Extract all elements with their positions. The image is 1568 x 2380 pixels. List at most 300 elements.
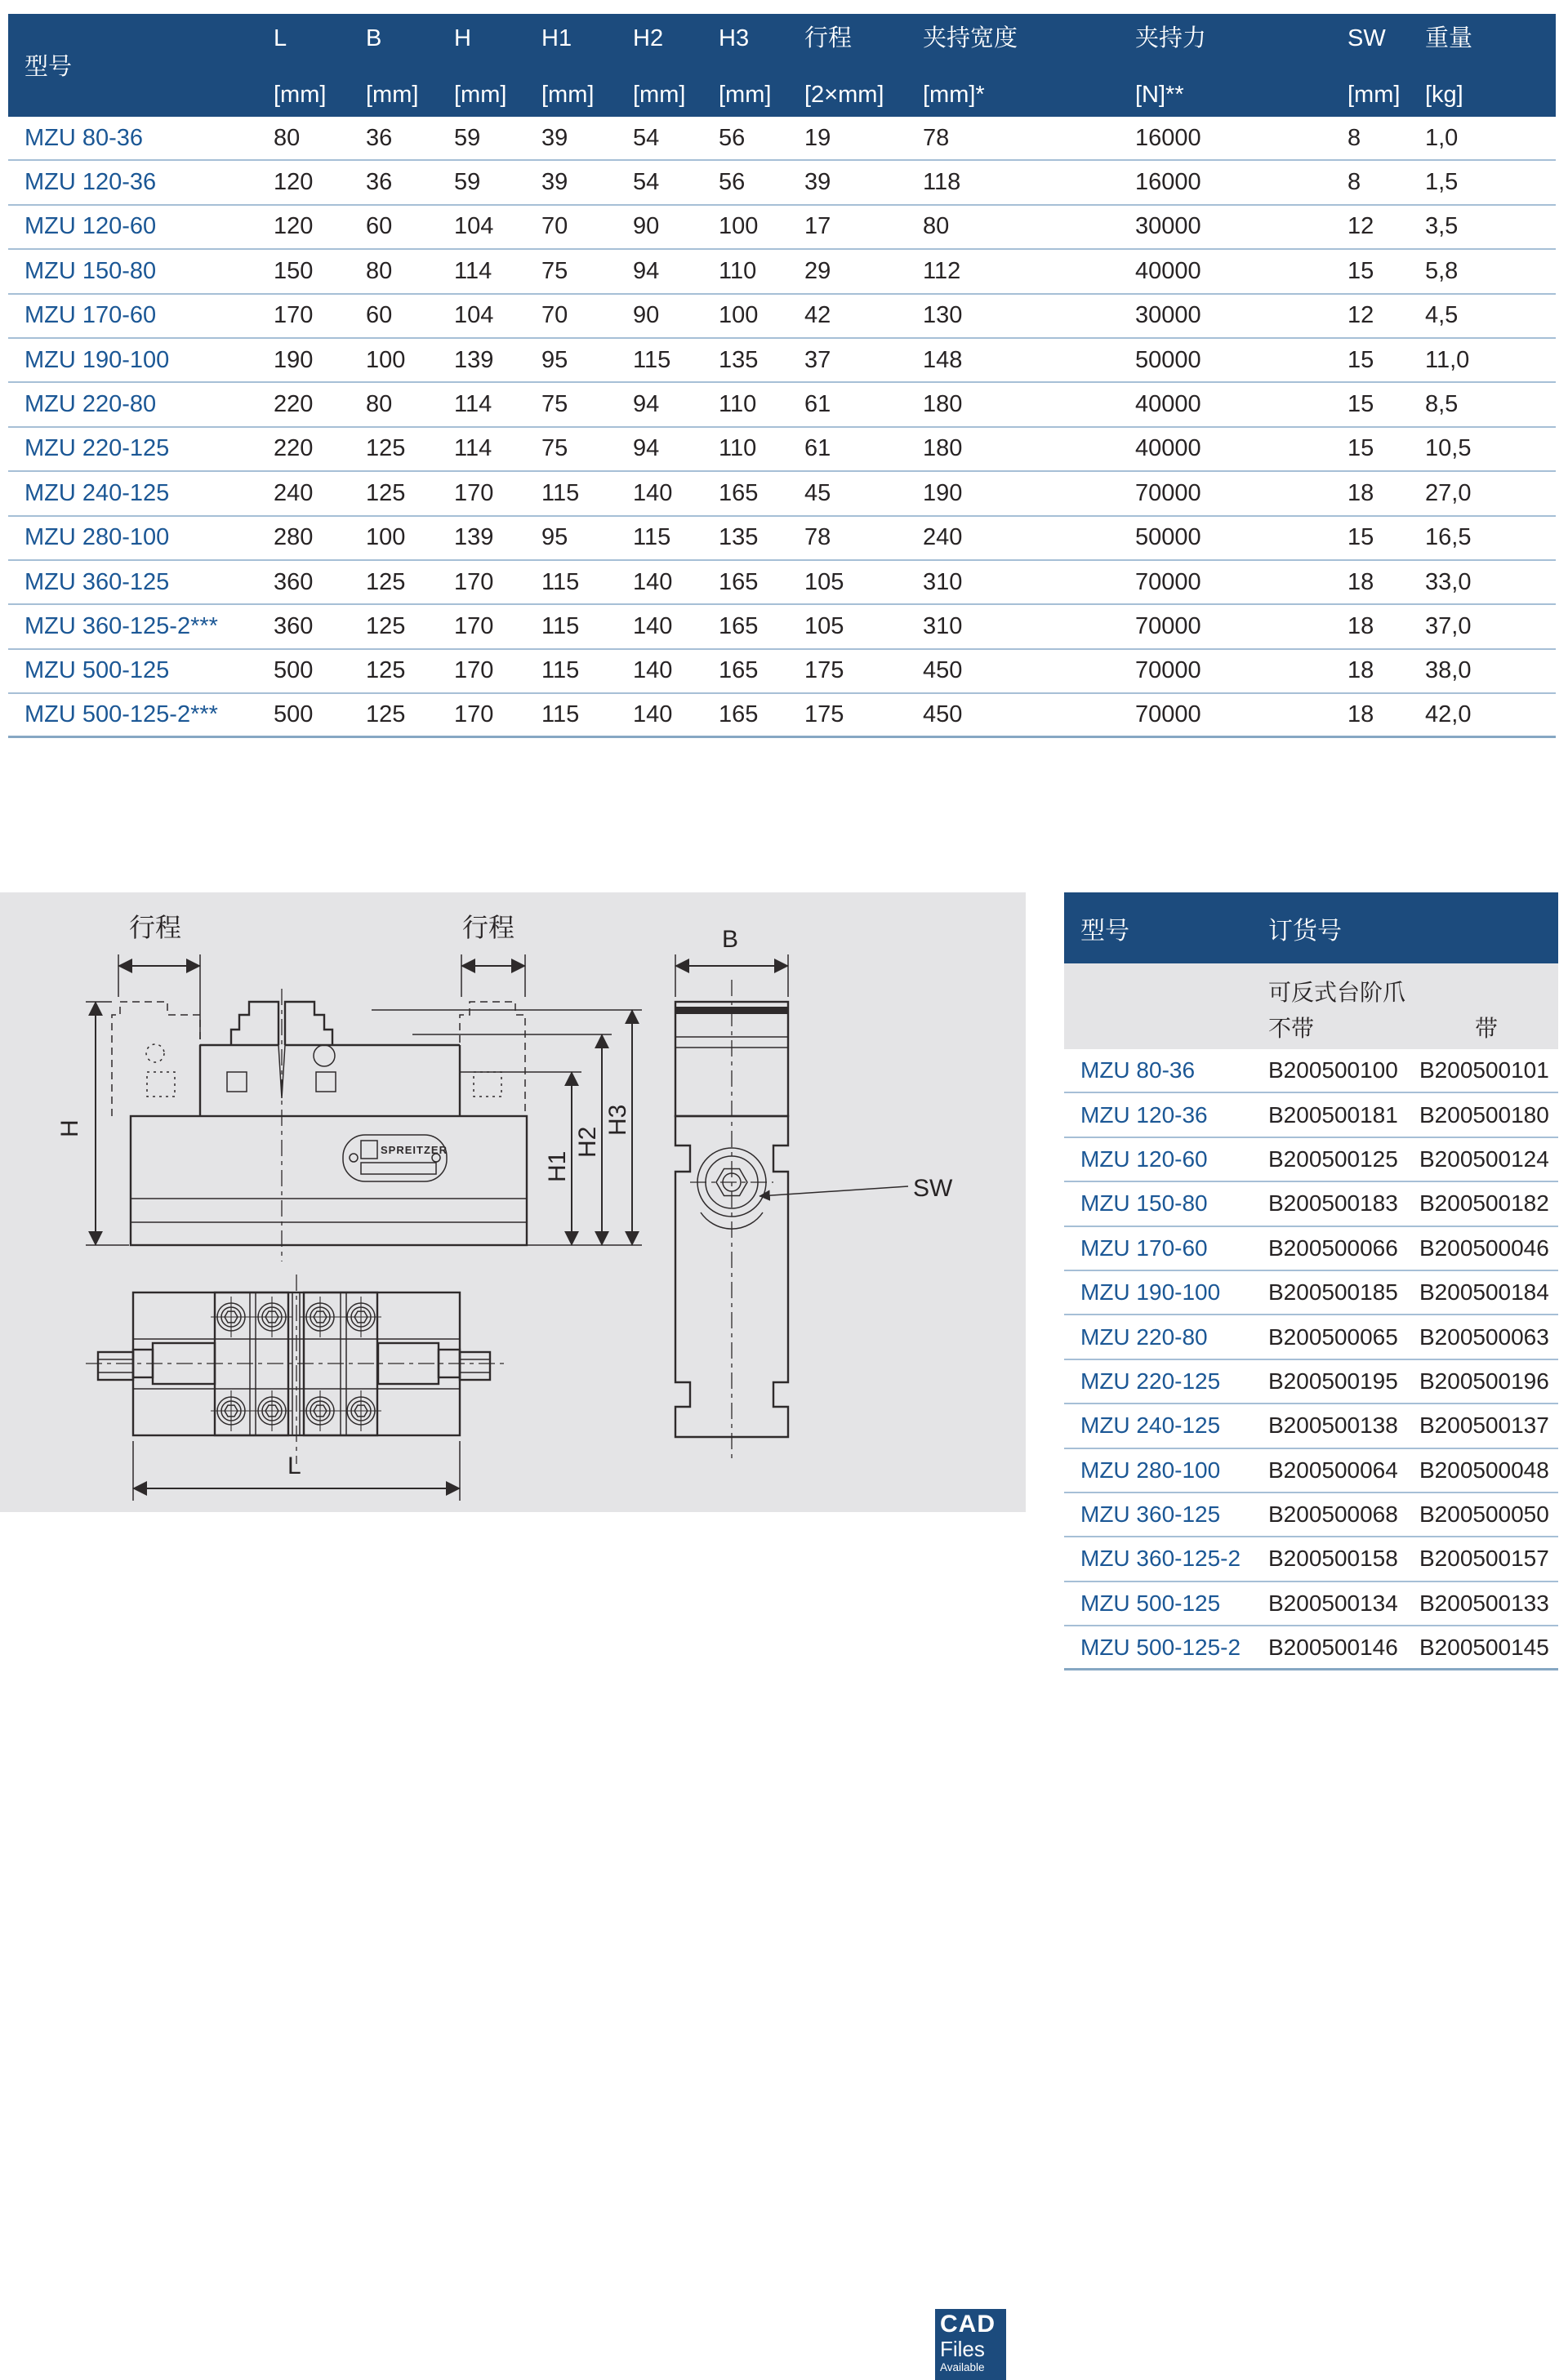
column-label: 行程 — [804, 25, 853, 51]
column-header — [541, 14, 633, 117]
value-cell-h3: 110 — [719, 391, 757, 418]
value-cell-h: 114 — [454, 435, 492, 462]
column-unit: [N]** — [1135, 82, 1184, 108]
column-header — [719, 14, 804, 117]
value-cell-l: 360 — [274, 568, 314, 595]
value-cell-h1: 115 — [541, 701, 580, 728]
brand-plate — [343, 1135, 448, 1181]
table-row — [1064, 1182, 1558, 1226]
value-cell-stroke: 61 — [804, 391, 831, 418]
model-cell: MZU 220-80 — [24, 391, 157, 418]
h2-dim-label: H2 — [574, 1126, 601, 1158]
model-cell: MZU 240-125 — [24, 479, 170, 506]
order-header-model: 型号 — [1080, 917, 1129, 945]
value-cell-clamp-width: 130 — [923, 302, 963, 329]
value-cell-h1: 115 — [541, 568, 580, 595]
value-cell-h2: 115 — [633, 346, 671, 373]
column-header — [1348, 14, 1425, 117]
value-cell-l: 150 — [274, 257, 314, 284]
brand-plate-text: SPREITZER — [381, 1144, 448, 1156]
value-cell-sw: 18 — [1348, 701, 1374, 728]
value-cell-h2: 140 — [633, 568, 673, 595]
column-label: SW — [1348, 25, 1386, 51]
value-cell-h3: 56 — [719, 169, 746, 196]
without-label: 不带 — [1268, 1016, 1315, 1041]
value-cell-clamp-width: 310 — [923, 612, 963, 639]
cad-badge-line1: CAD — [940, 2311, 996, 2338]
value-cell-clamp-width: 240 — [923, 524, 963, 551]
value-cell-sw: 18 — [1348, 612, 1374, 639]
model-cell: MZU 80-36 — [1080, 1057, 1196, 1083]
value-cell-l: 240 — [274, 479, 314, 506]
value-cell-b: 60 — [366, 213, 393, 240]
ordernumber-without-cell: B200500183 — [1268, 1190, 1398, 1217]
value-cell-weight: 33,0 — [1425, 568, 1472, 595]
reversible-jaw-label: 可反式台阶爪 — [1268, 980, 1406, 1005]
value-cell-h3: 165 — [719, 612, 759, 639]
value-cell-h2: 90 — [633, 213, 660, 240]
value-cell-h1: 75 — [541, 435, 568, 462]
value-cell-clamp-width: 310 — [923, 568, 963, 595]
value-cell-h2: 54 — [633, 124, 660, 151]
column-label: 型号 — [24, 53, 73, 80]
value-cell-h: 170 — [454, 657, 494, 684]
value-cell-l: 280 — [274, 524, 314, 551]
ordernumber-without-cell: B200500064 — [1268, 1457, 1398, 1483]
value-cell-clamp-width: 450 — [923, 657, 963, 684]
ordernumber-without-cell: B200500195 — [1268, 1368, 1398, 1394]
ordernumber-without-cell: B200500065 — [1268, 1323, 1398, 1350]
value-cell-l: 120 — [274, 169, 314, 196]
value-cell-weight: 38,0 — [1425, 657, 1472, 684]
value-cell-h2: 90 — [633, 302, 660, 329]
table-row — [1064, 1360, 1558, 1404]
with-label: 带 — [1475, 1016, 1499, 1041]
table-row — [8, 428, 1556, 472]
value-cell-sw: 18 — [1348, 479, 1374, 506]
value-cell-h3: 135 — [719, 346, 759, 373]
column-unit: [mm] — [541, 82, 595, 108]
value-cell-clamp-width: 148 — [923, 346, 963, 373]
stroke-dim-label-right: 行程 — [462, 913, 515, 942]
value-cell-stroke: 78 — [804, 524, 831, 551]
value-cell-stroke: 42 — [804, 302, 831, 329]
value-cell-weight: 4,5 — [1425, 302, 1459, 329]
value-cell-clamp-force: 40000 — [1135, 257, 1201, 284]
value-cell-b: 36 — [366, 124, 393, 151]
ordernumber-without-cell: B200500068 — [1268, 1501, 1398, 1528]
column-header — [1425, 14, 1556, 117]
value-cell-clamp-force: 70000 — [1135, 479, 1201, 506]
value-cell-clamp-force: 40000 — [1135, 435, 1201, 462]
column-label: H2 — [633, 25, 664, 51]
model-cell: MZU 170-60 — [24, 302, 157, 329]
value-cell-b: 80 — [366, 257, 393, 284]
column-label: 夹持宽度 — [923, 25, 1018, 51]
value-cell-b: 125 — [366, 657, 406, 684]
table-row — [1064, 1227, 1558, 1271]
value-cell-b: 60 — [366, 302, 393, 329]
table-row — [8, 694, 1556, 738]
table-row — [1064, 1049, 1558, 1093]
column-label: H1 — [541, 25, 572, 51]
model-cell: MZU 360-125-2 — [1080, 1546, 1241, 1572]
value-cell-h2: 54 — [633, 169, 660, 196]
value-cell-clamp-force: 70000 — [1135, 568, 1201, 595]
value-cell-b: 100 — [366, 524, 406, 551]
model-cell: MZU 500-125 — [24, 657, 170, 684]
ordernumber-with-cell: B200500046 — [1419, 1234, 1549, 1261]
value-cell-l: 190 — [274, 346, 314, 373]
ordernumber-without-cell: B200500134 — [1268, 1590, 1398, 1616]
model-cell: MZU 360-125 — [1080, 1501, 1221, 1528]
table-row — [1064, 1626, 1558, 1670]
value-cell-b: 125 — [366, 701, 406, 728]
value-cell-weight: 8,5 — [1425, 391, 1459, 418]
column-header — [8, 14, 274, 117]
ordernumber-without-cell: B200500185 — [1268, 1279, 1398, 1306]
table-row — [1064, 1138, 1558, 1182]
table-row — [8, 295, 1556, 339]
value-cell-clamp-width: 180 — [923, 435, 963, 462]
value-cell-weight: 37,0 — [1425, 612, 1472, 639]
table-row — [8, 339, 1556, 383]
column-header — [1135, 14, 1348, 117]
table-row — [1064, 1582, 1558, 1626]
value-cell-h: 114 — [454, 257, 492, 284]
value-cell-sw: 12 — [1348, 213, 1374, 240]
value-cell-h1: 95 — [541, 346, 568, 373]
column-label: 夹持力 — [1135, 25, 1207, 51]
value-cell-h1: 115 — [541, 657, 580, 684]
ordernumber-without-cell: B200500066 — [1268, 1234, 1398, 1261]
model-cell: MZU 150-80 — [1080, 1190, 1208, 1217]
value-cell-h: 59 — [454, 124, 481, 151]
value-cell-stroke: 17 — [804, 213, 831, 240]
value-cell-sw: 12 — [1348, 302, 1374, 329]
table-row — [1064, 1537, 1558, 1581]
value-cell-stroke: 37 — [804, 346, 831, 373]
ordernumber-without-cell: B200500181 — [1268, 1101, 1398, 1128]
model-cell: MZU 190-100 — [24, 346, 170, 373]
ordernumber-with-cell: B200500063 — [1419, 1323, 1549, 1350]
value-cell-weight: 10,5 — [1425, 435, 1472, 462]
value-cell-h1: 70 — [541, 302, 568, 329]
table-row — [1064, 1449, 1558, 1493]
value-cell-clamp-force: 50000 — [1135, 346, 1201, 373]
value-cell-h1: 75 — [541, 257, 568, 284]
column-header — [454, 14, 541, 117]
model-cell: MZU 500-125-2*** — [24, 701, 218, 728]
ordernumber-with-cell: B200500124 — [1419, 1146, 1549, 1172]
value-cell-clamp-force: 70000 — [1135, 701, 1201, 728]
value-cell-h: 114 — [454, 391, 492, 418]
value-cell-l: 170 — [274, 302, 314, 329]
order-table — [1064, 892, 1558, 1670]
value-cell-weight: 42,0 — [1425, 701, 1472, 728]
value-cell-b: 36 — [366, 169, 393, 196]
side-view — [675, 926, 953, 1461]
ordernumber-with-cell: B200500137 — [1419, 1412, 1549, 1439]
cad-badge-line3: Available — [940, 2361, 985, 2373]
column-unit: [mm] — [1348, 82, 1401, 108]
value-cell-stroke: 61 — [804, 435, 831, 462]
value-cell-weight: 1,0 — [1425, 124, 1459, 151]
model-cell: MZU 280-100 — [1080, 1457, 1221, 1483]
value-cell-h2: 140 — [633, 657, 673, 684]
column-unit: [mm] — [719, 82, 772, 108]
table-row — [8, 161, 1556, 205]
value-cell-clamp-force: 16000 — [1135, 169, 1201, 196]
order-table-body — [1064, 1049, 1558, 1670]
table-row — [8, 250, 1556, 294]
column-header — [366, 14, 454, 117]
value-cell-clamp-force: 40000 — [1135, 391, 1201, 418]
model-cell: MZU 120-60 — [1080, 1146, 1208, 1172]
value-cell-h1: 95 — [541, 524, 568, 551]
value-cell-clamp-width: 180 — [923, 391, 963, 418]
value-cell-sw: 8 — [1348, 124, 1361, 151]
model-cell: MZU 170-60 — [1080, 1234, 1208, 1261]
column-unit: [2×mm] — [804, 82, 884, 108]
value-cell-sw: 15 — [1348, 391, 1374, 418]
value-cell-h3: 100 — [719, 213, 759, 240]
table-row — [8, 605, 1556, 649]
column-header — [633, 14, 719, 117]
column-label: L — [274, 25, 287, 51]
table-row — [1064, 1093, 1558, 1137]
value-cell-stroke: 175 — [804, 701, 844, 728]
spec-table-body — [8, 117, 1556, 738]
h1-dim-label: H1 — [544, 1150, 571, 1182]
table-row — [8, 561, 1556, 605]
value-cell-b: 125 — [366, 568, 406, 595]
column-label: H3 — [719, 25, 750, 51]
value-cell-clamp-force: 70000 — [1135, 612, 1201, 639]
stroke-dim-label-left: 行程 — [129, 913, 182, 942]
value-cell-sw: 15 — [1348, 524, 1374, 551]
model-cell: MZU 120-36 — [24, 169, 157, 196]
value-cell-clamp-width: 78 — [923, 124, 950, 151]
ordernumber-with-cell: B200500133 — [1419, 1590, 1549, 1616]
value-cell-h: 59 — [454, 169, 481, 196]
value-cell-weight: 5,8 — [1425, 257, 1459, 284]
ordernumber-without-cell: B200500125 — [1268, 1146, 1398, 1172]
column-label: B — [366, 25, 382, 51]
spec-table-header — [8, 14, 1556, 117]
ordernumber-with-cell: B200500182 — [1419, 1190, 1549, 1217]
value-cell-h1: 70 — [541, 213, 568, 240]
h3-dim-label: H3 — [604, 1104, 631, 1136]
value-cell-h1: 115 — [541, 612, 580, 639]
model-cell: MZU 220-80 — [1080, 1323, 1208, 1350]
top-view — [86, 1275, 506, 1501]
value-cell-h1: 115 — [541, 479, 580, 506]
column-unit: [mm] — [366, 82, 419, 108]
value-cell-h1: 75 — [541, 391, 568, 418]
value-cell-h2: 140 — [633, 612, 673, 639]
value-cell-l: 360 — [274, 612, 314, 639]
value-cell-clamp-width: 118 — [923, 169, 961, 196]
value-cell-stroke: 19 — [804, 124, 831, 151]
column-unit: [mm] — [274, 82, 327, 108]
value-cell-clamp-force: 30000 — [1135, 213, 1201, 240]
column-unit: [mm]* — [923, 82, 985, 108]
value-cell-b: 125 — [366, 612, 406, 639]
ordernumber-with-cell: B200500050 — [1419, 1501, 1549, 1528]
front-view — [56, 913, 642, 1261]
value-cell-h3: 135 — [719, 524, 759, 551]
value-cell-l: 80 — [274, 124, 301, 151]
column-header — [923, 14, 1135, 117]
column-unit: [kg] — [1425, 82, 1463, 108]
value-cell-l: 500 — [274, 701, 314, 728]
order-table-header — [1064, 892, 1558, 963]
order-header-ordernumber: 订货号 — [1268, 917, 1342, 945]
value-cell-h: 104 — [454, 213, 494, 240]
ordernumber-without-cell: B200500100 — [1268, 1057, 1398, 1083]
value-cell-weight: 27,0 — [1425, 479, 1472, 506]
value-cell-stroke: 45 — [804, 479, 831, 506]
value-cell-h1: 39 — [541, 124, 568, 151]
model-cell: MZU 220-125 — [1080, 1368, 1221, 1394]
ordernumber-without-cell: B200500158 — [1268, 1546, 1398, 1572]
value-cell-sw: 18 — [1348, 657, 1374, 684]
value-cell-b: 80 — [366, 391, 393, 418]
value-cell-h3: 165 — [719, 657, 759, 684]
column-label: H — [454, 25, 471, 51]
table-row — [8, 206, 1556, 250]
ordernumber-without-cell: B200500146 — [1268, 1634, 1398, 1660]
ordernumber-with-cell: B200500048 — [1419, 1457, 1549, 1483]
model-cell: MZU 190-100 — [1080, 1279, 1221, 1306]
value-cell-h3: 165 — [719, 479, 759, 506]
column-label: 重量 — [1425, 25, 1473, 51]
value-cell-clamp-force: 30000 — [1135, 302, 1201, 329]
column-header — [274, 14, 366, 117]
value-cell-h: 170 — [454, 612, 494, 639]
technical-drawing-panel — [0, 892, 1026, 2373]
value-cell-stroke: 105 — [804, 568, 844, 595]
column-unit: [mm] — [633, 82, 686, 108]
value-cell-h2: 140 — [633, 479, 673, 506]
table-row — [1064, 1271, 1558, 1315]
ordernumber-with-cell: B200500157 — [1419, 1546, 1549, 1572]
value-cell-sw: 15 — [1348, 257, 1374, 284]
value-cell-b: 125 — [366, 479, 406, 506]
value-cell-clamp-force: 16000 — [1135, 124, 1201, 151]
spec-table — [8, 14, 1556, 738]
table-row — [8, 117, 1556, 161]
value-cell-stroke: 175 — [804, 657, 844, 684]
value-cell-h: 104 — [454, 302, 494, 329]
value-cell-weight: 16,5 — [1425, 524, 1472, 551]
value-cell-clamp-width: 190 — [923, 479, 963, 506]
table-row — [8, 650, 1556, 694]
model-cell: MZU 500-125 — [1080, 1590, 1221, 1616]
value-cell-weight: 1,5 — [1425, 169, 1459, 196]
model-cell: MZU 120-60 — [24, 213, 157, 240]
table-row — [1064, 1493, 1558, 1537]
cad-files-badge[interactable] — [935, 2309, 1006, 2380]
value-cell-h: 170 — [454, 568, 494, 595]
table-row — [8, 472, 1556, 516]
column-header — [804, 14, 923, 117]
value-cell-h2: 115 — [633, 524, 671, 551]
ordernumber-with-cell: B200500196 — [1419, 1368, 1549, 1394]
l-dim-label: L — [287, 1452, 301, 1479]
value-cell-clamp-force: 70000 — [1135, 657, 1201, 684]
b-dim-label: B — [722, 926, 739, 953]
value-cell-h3: 110 — [719, 435, 757, 462]
technical-drawing — [0, 892, 1026, 1512]
ordernumber-with-cell: B200500184 — [1419, 1279, 1549, 1306]
value-cell-l: 220 — [274, 435, 314, 462]
value-cell-sw: 15 — [1348, 346, 1374, 373]
value-cell-h: 139 — [454, 524, 494, 551]
sw-callout-label: SW — [913, 1175, 953, 1202]
value-cell-clamp-width: 112 — [923, 257, 961, 284]
ordernumber-without-cell: B200500138 — [1268, 1412, 1398, 1439]
value-cell-h3: 56 — [719, 124, 746, 151]
value-cell-l: 120 — [274, 213, 314, 240]
value-cell-l: 500 — [274, 657, 314, 684]
value-cell-h1: 39 — [541, 169, 568, 196]
order-table-subheader — [1064, 963, 1558, 1049]
value-cell-b: 100 — [366, 346, 406, 373]
cad-badge-line2: Files — [940, 2337, 985, 2361]
value-cell-weight: 11,0 — [1425, 346, 1470, 373]
value-cell-stroke: 39 — [804, 169, 831, 196]
value-cell-h3: 165 — [719, 701, 759, 728]
model-cell: MZU 80-36 — [24, 124, 144, 151]
value-cell-b: 125 — [366, 435, 406, 462]
value-cell-clamp-width: 80 — [923, 213, 950, 240]
value-cell-l: 220 — [274, 391, 314, 418]
table-row — [8, 517, 1556, 561]
value-cell-h2: 94 — [633, 435, 660, 462]
value-cell-stroke: 105 — [804, 612, 844, 639]
value-cell-sw: 8 — [1348, 169, 1361, 196]
value-cell-h2: 140 — [633, 701, 673, 728]
ordernumber-with-cell: B200500145 — [1419, 1634, 1549, 1660]
model-cell: MZU 120-36 — [1080, 1101, 1208, 1128]
model-cell: MZU 360-125 — [24, 568, 170, 595]
value-cell-h: 170 — [454, 701, 494, 728]
ordernumber-with-cell: B200500180 — [1419, 1101, 1549, 1128]
value-cell-h3: 100 — [719, 302, 759, 329]
value-cell-sw: 18 — [1348, 568, 1374, 595]
model-cell: MZU 150-80 — [24, 257, 157, 284]
value-cell-clamp-width: 450 — [923, 701, 963, 728]
value-cell-stroke: 29 — [804, 257, 831, 284]
model-cell: MZU 280-100 — [24, 524, 170, 551]
model-cell: MZU 360-125-2*** — [24, 612, 218, 639]
value-cell-h2: 94 — [633, 257, 660, 284]
table-row — [8, 383, 1556, 427]
ordernumber-with-cell: B200500101 — [1419, 1057, 1549, 1083]
value-cell-weight: 3,5 — [1425, 213, 1459, 240]
value-cell-clamp-force: 50000 — [1135, 524, 1201, 551]
table-row — [1064, 1404, 1558, 1448]
model-cell: MZU 240-125 — [1080, 1412, 1221, 1439]
model-cell: MZU 500-125-2 — [1080, 1634, 1241, 1660]
value-cell-h3: 165 — [719, 568, 759, 595]
column-unit: [mm] — [454, 82, 507, 108]
value-cell-h: 139 — [454, 346, 494, 373]
value-cell-sw: 15 — [1348, 435, 1374, 462]
model-cell: MZU 220-125 — [24, 435, 170, 462]
